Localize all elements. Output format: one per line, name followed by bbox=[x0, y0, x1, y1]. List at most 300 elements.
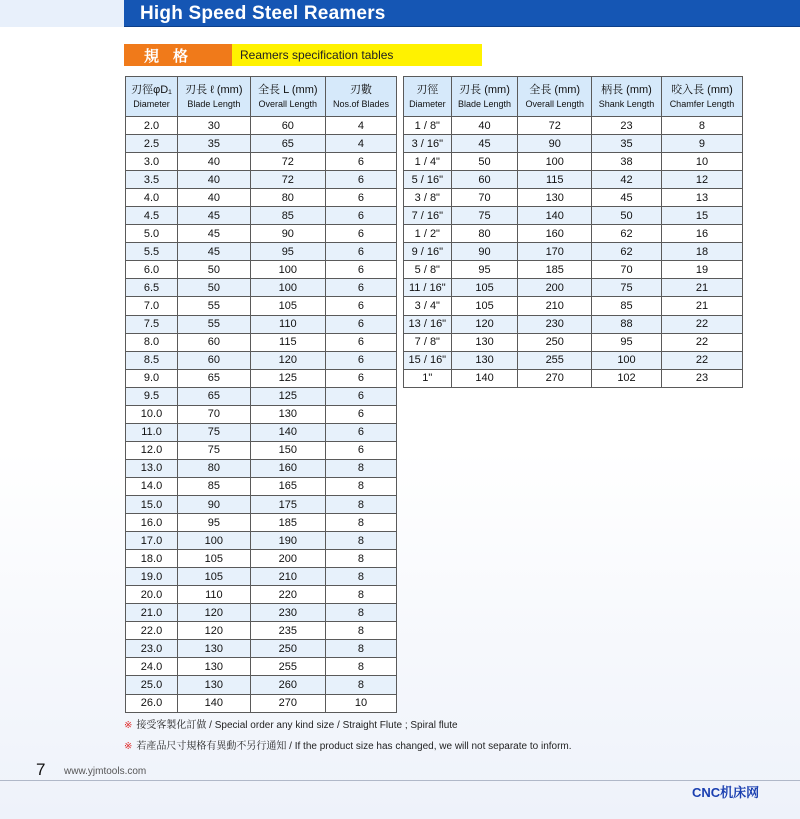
table-cell: 5.0 bbox=[126, 225, 178, 243]
note-mark-icon: ※ bbox=[124, 741, 133, 752]
table-row bbox=[126, 586, 397, 604]
table-row bbox=[404, 351, 743, 369]
table-cell: 6 bbox=[325, 369, 396, 387]
table-cell: 20.0 bbox=[126, 586, 178, 604]
column-header bbox=[518, 77, 592, 117]
table-cell: 19 bbox=[661, 261, 742, 279]
table-cell: 105 bbox=[178, 568, 251, 586]
table-cell: 85 bbox=[592, 297, 662, 315]
table-cell: 130 bbox=[250, 405, 325, 423]
column-header-en: Diameter bbox=[409, 98, 446, 109]
table-cell: 8 bbox=[325, 676, 396, 694]
table-cell: 250 bbox=[250, 640, 325, 658]
table-cell: 1" bbox=[404, 369, 452, 387]
table-cell: 130 bbox=[451, 351, 518, 369]
table-cell: 95 bbox=[250, 243, 325, 261]
table-cell: 150 bbox=[250, 441, 325, 459]
table-cell: 23.0 bbox=[126, 640, 178, 658]
table-cell: 8 bbox=[325, 550, 396, 568]
table-cell: 8 bbox=[661, 117, 742, 135]
table-cell: 7.0 bbox=[126, 297, 178, 315]
table-cell: 11.0 bbox=[126, 423, 178, 441]
table-row bbox=[404, 207, 743, 225]
table-cell: 80 bbox=[250, 189, 325, 207]
table-cell: 50 bbox=[178, 261, 251, 279]
table-cell: 210 bbox=[250, 568, 325, 586]
table-cell: 21.0 bbox=[126, 604, 178, 622]
table-cell: 6 bbox=[325, 333, 396, 351]
table-cell: 12 bbox=[661, 171, 742, 189]
table-row bbox=[126, 640, 397, 658]
table-cell: 24.0 bbox=[126, 658, 178, 676]
page-title: High Speed Steel Reamers bbox=[140, 3, 386, 24]
table-row bbox=[126, 225, 397, 243]
table-cell: 19.0 bbox=[126, 568, 178, 586]
table-cell: 8.5 bbox=[126, 351, 178, 369]
table-row bbox=[126, 532, 397, 550]
table-cell: 3 / 8" bbox=[404, 189, 452, 207]
table-cell: 125 bbox=[250, 387, 325, 405]
table-cell: 60 bbox=[250, 117, 325, 135]
table-cell: 70 bbox=[592, 261, 662, 279]
table-cell: 255 bbox=[250, 658, 325, 676]
table-cell: 13.0 bbox=[126, 459, 178, 477]
table-row bbox=[126, 207, 397, 225]
table-cell: 8 bbox=[325, 604, 396, 622]
table-cell: 130 bbox=[178, 676, 251, 694]
table-cell: 210 bbox=[518, 297, 592, 315]
table-cell: 230 bbox=[250, 604, 325, 622]
table-cell: 255 bbox=[518, 351, 592, 369]
table-row bbox=[404, 279, 743, 297]
column-header bbox=[325, 77, 396, 117]
table-cell: 5 / 8" bbox=[404, 261, 452, 279]
column-header-cn: 全長 (mm) bbox=[529, 83, 581, 96]
table-cell: 80 bbox=[451, 225, 518, 243]
table-row bbox=[404, 135, 743, 153]
table-cell: 14.0 bbox=[126, 477, 178, 495]
table-row bbox=[126, 189, 397, 207]
table-cell: 26.0 bbox=[126, 694, 178, 712]
column-header-en: Chamfer Length bbox=[669, 98, 735, 109]
table-row bbox=[126, 135, 397, 153]
table-row bbox=[126, 550, 397, 568]
table-cell: 120 bbox=[178, 622, 251, 640]
table-cell: 8 bbox=[325, 586, 396, 604]
watermark: CNC机床网 bbox=[692, 785, 760, 800]
table-cell: 35 bbox=[592, 135, 662, 153]
table-cell: 6 bbox=[325, 207, 396, 225]
table-cell: 15.0 bbox=[126, 495, 178, 513]
table-row bbox=[126, 279, 397, 297]
table-row bbox=[126, 423, 397, 441]
table-cell: 6.5 bbox=[126, 279, 178, 297]
table-cell: 6 bbox=[325, 153, 396, 171]
table-cell: 90 bbox=[518, 135, 592, 153]
table-cell: 10 bbox=[325, 694, 396, 712]
table-cell: 100 bbox=[518, 153, 592, 171]
table-cell: 10 bbox=[661, 153, 742, 171]
table-cell: 13 bbox=[661, 189, 742, 207]
table-cell: 105 bbox=[178, 550, 251, 568]
column-header-en: Nos.of Blades bbox=[332, 98, 389, 109]
table-cell: 17.0 bbox=[126, 532, 178, 550]
table-row bbox=[126, 153, 397, 171]
table-cell: 75 bbox=[178, 423, 251, 441]
table-row bbox=[404, 189, 743, 207]
table-cell: 95 bbox=[592, 333, 662, 351]
column-header-cn: 刃長 (mm) bbox=[459, 83, 510, 96]
table-cell: 21 bbox=[661, 297, 742, 315]
table-cell: 115 bbox=[518, 171, 592, 189]
table-cell: 45 bbox=[592, 189, 662, 207]
table-row bbox=[126, 477, 397, 495]
table-cell: 8.0 bbox=[126, 333, 178, 351]
table-cell: 6.0 bbox=[126, 261, 178, 279]
table-cell: 6 bbox=[325, 441, 396, 459]
table-cell: 45 bbox=[178, 225, 251, 243]
table-cell: 6 bbox=[325, 225, 396, 243]
table-cell: 120 bbox=[250, 351, 325, 369]
table-cell: 9 / 16" bbox=[404, 243, 452, 261]
table-cell: 8 bbox=[325, 640, 396, 658]
table-cell: 4 bbox=[325, 117, 396, 135]
table-row bbox=[404, 261, 743, 279]
table-cell: 8 bbox=[325, 514, 396, 532]
table-cell: 40 bbox=[178, 153, 251, 171]
table-row bbox=[126, 171, 397, 189]
table-cell: 65 bbox=[250, 135, 325, 153]
column-header-en: Diameter bbox=[133, 98, 170, 109]
table-cell: 23 bbox=[661, 369, 742, 387]
table-cell: 8 bbox=[325, 658, 396, 676]
table-cell: 65 bbox=[178, 369, 251, 387]
table-cell: 160 bbox=[518, 225, 592, 243]
table-cell: 6 bbox=[325, 387, 396, 405]
table-row bbox=[126, 117, 397, 135]
column-header-en: Overall Length bbox=[258, 98, 318, 109]
table-cell: 110 bbox=[178, 586, 251, 604]
table-cell: 55 bbox=[178, 315, 251, 333]
table-cell: 95 bbox=[451, 261, 518, 279]
spec-banner-cn: 規格 bbox=[124, 44, 232, 66]
table-cell: 50 bbox=[178, 279, 251, 297]
table-cell: 15 / 16" bbox=[404, 351, 452, 369]
table-cell: 6 bbox=[325, 261, 396, 279]
table-row bbox=[126, 622, 397, 640]
column-header-en: Blade Length bbox=[458, 98, 512, 109]
table-cell: 22.0 bbox=[126, 622, 178, 640]
spec-banner bbox=[124, 44, 482, 66]
table-cell: 75 bbox=[451, 207, 518, 225]
table-cell: 15 bbox=[661, 207, 742, 225]
table-cell: 4.0 bbox=[126, 189, 178, 207]
note-size-change bbox=[124, 737, 572, 752]
table-cell: 6 bbox=[325, 171, 396, 189]
table-cell: 8 bbox=[325, 495, 396, 513]
table-cell: 102 bbox=[592, 369, 662, 387]
table-cell: 62 bbox=[592, 243, 662, 261]
table-cell: 85 bbox=[250, 207, 325, 225]
table-cell: 3.5 bbox=[126, 171, 178, 189]
table-cell: 90 bbox=[178, 495, 251, 513]
table-cell: 45 bbox=[178, 207, 251, 225]
column-header bbox=[126, 77, 178, 117]
column-header bbox=[592, 77, 662, 117]
table-cell: 65 bbox=[178, 387, 251, 405]
table-cell: 220 bbox=[250, 586, 325, 604]
table-cell: 11 / 16" bbox=[404, 279, 452, 297]
table-cell: 7 / 8" bbox=[404, 333, 452, 351]
table-cell: 1 / 2" bbox=[404, 225, 452, 243]
table-cell: 4.5 bbox=[126, 207, 178, 225]
table-cell: 8 bbox=[325, 568, 396, 586]
header-band bbox=[0, 0, 800, 27]
table-row bbox=[404, 369, 743, 387]
column-header-cn: 刃數 bbox=[349, 83, 372, 96]
table-cell: 25.0 bbox=[126, 676, 178, 694]
table-cell: 12.0 bbox=[126, 441, 178, 459]
table-cell: 88 bbox=[592, 315, 662, 333]
table-cell: 40 bbox=[178, 189, 251, 207]
table-row bbox=[126, 261, 397, 279]
table-cell: 140 bbox=[518, 207, 592, 225]
table-cell: 140 bbox=[178, 694, 251, 712]
table-row bbox=[126, 369, 397, 387]
table-cell: 8 bbox=[325, 532, 396, 550]
table-row bbox=[126, 315, 397, 333]
table-cell: 10.0 bbox=[126, 405, 178, 423]
table-cell: 200 bbox=[518, 279, 592, 297]
table-cell: 60 bbox=[451, 171, 518, 189]
table-cell: 45 bbox=[451, 135, 518, 153]
table-cell: 8 bbox=[325, 622, 396, 640]
table-cell: 85 bbox=[178, 477, 251, 495]
footer-divider bbox=[0, 780, 800, 781]
table-cell: 80 bbox=[178, 459, 251, 477]
table-cell: 100 bbox=[592, 351, 662, 369]
table-cell: 40 bbox=[178, 171, 251, 189]
table-row bbox=[126, 568, 397, 586]
table-cell: 90 bbox=[451, 243, 518, 261]
table-cell: 45 bbox=[178, 243, 251, 261]
note-text: 接受客製化訂做 / Special order any kind size / Straight Flute ; Spiral flute bbox=[136, 720, 458, 731]
table-cell: 165 bbox=[250, 477, 325, 495]
table-cell: 5 / 16" bbox=[404, 171, 452, 189]
header-band-accent bbox=[0, 0, 124, 27]
table-cell: 5.5 bbox=[126, 243, 178, 261]
table-cell: 6 bbox=[325, 405, 396, 423]
inch-reamer-table bbox=[403, 76, 743, 388]
table-cell: 4 bbox=[325, 135, 396, 153]
table-cell: 16.0 bbox=[126, 514, 178, 532]
column-header-cn: 刃長 ℓ (mm) bbox=[185, 83, 243, 96]
table-row bbox=[126, 351, 397, 369]
table-cell: 1 / 4" bbox=[404, 153, 452, 171]
column-header-cn: 柄長 (mm) bbox=[601, 83, 652, 96]
table-cell: 42 bbox=[592, 171, 662, 189]
table-cell: 140 bbox=[451, 369, 518, 387]
table-cell: 8 bbox=[325, 477, 396, 495]
note-text: 若產品尺寸規格有異動不另行通知 / If the product size has changed, we will not separate to inform. bbox=[136, 741, 572, 752]
table-cell: 175 bbox=[250, 495, 325, 513]
table-cell: 18.0 bbox=[126, 550, 178, 568]
page-number: 7 bbox=[36, 760, 46, 779]
table-row bbox=[404, 153, 743, 171]
table-cell: 200 bbox=[250, 550, 325, 568]
table-cell: 72 bbox=[518, 117, 592, 135]
table-row bbox=[126, 405, 397, 423]
table-cell: 100 bbox=[250, 279, 325, 297]
table-cell: 185 bbox=[250, 514, 325, 532]
column-header bbox=[404, 77, 452, 117]
column-header bbox=[661, 77, 742, 117]
table-row bbox=[404, 171, 743, 189]
table-row bbox=[404, 315, 743, 333]
table-cell: 60 bbox=[178, 333, 251, 351]
column-header-en: Shank Length bbox=[598, 98, 655, 109]
table-cell: 7.5 bbox=[126, 315, 178, 333]
column-header-cn: 全長 L (mm) bbox=[258, 83, 318, 96]
table-row bbox=[126, 243, 397, 261]
table-cell: 230 bbox=[518, 315, 592, 333]
table-cell: 3 / 16" bbox=[404, 135, 452, 153]
table-cell: 125 bbox=[250, 369, 325, 387]
website-link[interactable]: www.yjmtools.com bbox=[64, 766, 147, 777]
table-cell: 75 bbox=[592, 279, 662, 297]
table-cell: 21 bbox=[661, 279, 742, 297]
table-cell: 140 bbox=[250, 423, 325, 441]
table-cell: 18 bbox=[661, 243, 742, 261]
table-row bbox=[126, 514, 397, 532]
table-cell: 6 bbox=[325, 351, 396, 369]
table-row bbox=[404, 243, 743, 261]
table-row bbox=[404, 297, 743, 315]
table-cell: 50 bbox=[592, 207, 662, 225]
table-cell: 185 bbox=[518, 261, 592, 279]
table-cell: 60 bbox=[178, 351, 251, 369]
table-cell: 70 bbox=[451, 189, 518, 207]
table-cell: 6 bbox=[325, 423, 396, 441]
table-cell: 22 bbox=[661, 333, 742, 351]
table-row bbox=[126, 658, 397, 676]
table-cell: 2.0 bbox=[126, 117, 178, 135]
column-header-cn: 刃徑 bbox=[416, 83, 439, 96]
table-cell: 100 bbox=[178, 532, 251, 550]
table-row bbox=[404, 117, 743, 135]
table-cell: 62 bbox=[592, 225, 662, 243]
table-cell: 50 bbox=[451, 153, 518, 171]
table-cell: 23 bbox=[592, 117, 662, 135]
column-header-cn: 咬入長 (mm) bbox=[671, 83, 733, 96]
table-cell: 95 bbox=[178, 514, 251, 532]
table-row bbox=[126, 387, 397, 405]
table-cell: 72 bbox=[250, 153, 325, 171]
table-cell: 9 bbox=[661, 135, 742, 153]
table-cell: 130 bbox=[178, 640, 251, 658]
table-row bbox=[126, 676, 397, 694]
table-cell: 9.0 bbox=[126, 369, 178, 387]
table-cell: 270 bbox=[250, 694, 325, 712]
table-cell: 72 bbox=[250, 171, 325, 189]
table-cell: 235 bbox=[250, 622, 325, 640]
table-row bbox=[126, 333, 397, 351]
table-cell: 120 bbox=[178, 604, 251, 622]
table-cell: 22 bbox=[661, 315, 742, 333]
table-cell: 130 bbox=[518, 189, 592, 207]
table-cell: 6 bbox=[325, 279, 396, 297]
table-cell: 90 bbox=[250, 225, 325, 243]
spec-banner-en: Reamers specification tables bbox=[232, 44, 482, 66]
table-cell: 100 bbox=[250, 261, 325, 279]
table-cell: 170 bbox=[518, 243, 592, 261]
table-cell: 115 bbox=[250, 333, 325, 351]
table-cell: 70 bbox=[178, 405, 251, 423]
table-cell: 2.5 bbox=[126, 135, 178, 153]
table-cell: 75 bbox=[178, 441, 251, 459]
table-cell: 130 bbox=[178, 658, 251, 676]
table-cell: 6 bbox=[325, 297, 396, 315]
metric-reamer-table bbox=[125, 76, 397, 713]
table-cell: 3.0 bbox=[126, 153, 178, 171]
table-cell: 30 bbox=[178, 117, 251, 135]
table-cell: 190 bbox=[250, 532, 325, 550]
table-cell: 105 bbox=[451, 279, 518, 297]
table-row bbox=[126, 459, 397, 477]
table-cell: 8 bbox=[325, 459, 396, 477]
table-cell: 105 bbox=[250, 297, 325, 315]
table-cell: 3 / 4" bbox=[404, 297, 452, 315]
table-cell: 16 bbox=[661, 225, 742, 243]
table-cell: 7 / 16" bbox=[404, 207, 452, 225]
table-cell: 105 bbox=[451, 297, 518, 315]
table-row bbox=[404, 333, 743, 351]
note-mark-icon: ※ bbox=[124, 720, 133, 731]
column-header bbox=[451, 77, 518, 117]
table-cell: 160 bbox=[250, 459, 325, 477]
table-row bbox=[126, 441, 397, 459]
table-cell: 38 bbox=[592, 153, 662, 171]
table-cell: 6 bbox=[325, 243, 396, 261]
table-cell: 35 bbox=[178, 135, 251, 153]
table-cell: 260 bbox=[250, 676, 325, 694]
table-row bbox=[126, 297, 397, 315]
column-header-en: Blade Length bbox=[187, 98, 241, 109]
table-cell: 270 bbox=[518, 369, 592, 387]
column-header-cn: 刃徑φD₁ bbox=[131, 83, 172, 96]
column-header bbox=[250, 77, 325, 117]
table-cell: 13 / 16" bbox=[404, 315, 452, 333]
table-row bbox=[126, 495, 397, 513]
table-cell: 250 bbox=[518, 333, 592, 351]
table-cell: 40 bbox=[451, 117, 518, 135]
column-header-en: Overall Length bbox=[525, 98, 585, 109]
table-cell: 9.5 bbox=[126, 387, 178, 405]
table-cell: 110 bbox=[250, 315, 325, 333]
table-cell: 130 bbox=[451, 333, 518, 351]
table-cell: 1 / 8" bbox=[404, 117, 452, 135]
table-cell: 55 bbox=[178, 297, 251, 315]
table-cell: 6 bbox=[325, 189, 396, 207]
note-custom-order bbox=[124, 716, 458, 731]
table-row bbox=[404, 225, 743, 243]
table-row bbox=[126, 604, 397, 622]
column-header bbox=[178, 77, 251, 117]
table-cell: 6 bbox=[325, 315, 396, 333]
table-row bbox=[126, 694, 397, 712]
table-cell: 22 bbox=[661, 351, 742, 369]
table-cell: 120 bbox=[451, 315, 518, 333]
